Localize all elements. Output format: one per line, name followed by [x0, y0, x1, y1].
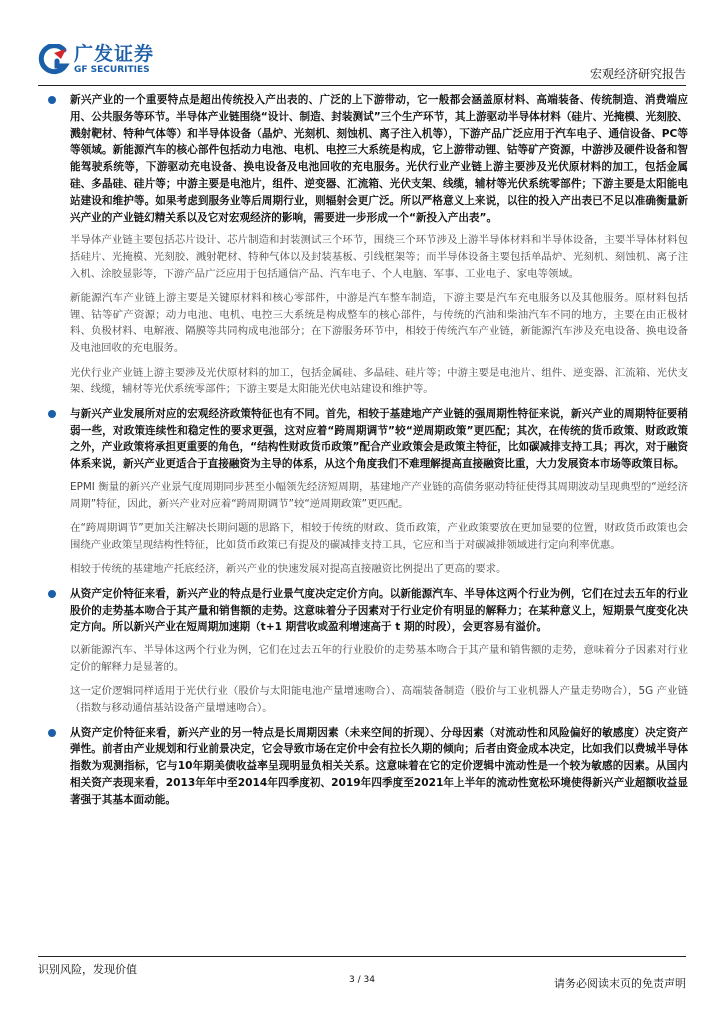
- body-paragraph: 新能源汽车产业链上游主要是关键原材料和核心零部件，中游是汽车整车制造，下游主要是汽车充电服务以及其他服务。原材料包括锂、钴等矿产资源；动力电池、电机、电控三大系统是构成整车的核心部件，与传统的汽油和柴油汽车不同的地方，主要在由正极材料、负极材料、电解液、隔膜等共同构成电池部分；在下游服务环节中，相较于传统汽车产业链，新能源汽车涉及充电设备、换电设备及电池回收的充电服务。: [70, 292, 688, 354]
- logo-chinese-name: 广发证券: [74, 43, 155, 65]
- header-divider: [38, 85, 686, 86]
- bullet-dot-icon: [48, 410, 56, 418]
- bullet-paragraph: [38, 406, 688, 473]
- bullet-paragraph-text: 新兴产业的一个重要特点是超出传统投入产出表的、广泛的上下游带动，它一般都会涵盖原材料、高端装备、传统制造、消费端应用、公共服务等环节。半导体产业链围绕“设计、制造、封装测试”三个生产环节，其上游驱动半导体材料（硅片、光掩模、光刻胶、溅射靶材、特种气体等）和半导体设备（晶炉、光刻机、刻蚀机、离子注入机等），下游产品广泛应用于汽车电子、通信设备、PC等等领域。新能源汽车的核心部件包括动力电池、电机、电控三大系统是构成，它上游带动锂、钴等矿产资源，中游涉及硬件设备和智能驾驶系统等，下游驱动充电设备、换电设备及电池回收的充电服务。光伏行业产业链上游主要涉及光伏原材料的加工，包括金属硅、多晶硅、硅片等；中游主要是电池片，组件、逆变器、汇流箱、光伏支架、线缆，辅材等光伏系统零部件；下游主要是太阳能电站建设和维护等。如果考虑到服务业等后周期行业，则辐射会更广泛。所以严格意义上来说，以往的投入产出表已不足以准确衡量新兴产业的产业链幻精关系以及它对宏观经济的影响，需要进一步形成一个“新投入产出表”。: [70, 94, 688, 224]
- footer-slogan: 识别风险，发现价值: [38, 963, 137, 976]
- bullet-paragraph: [38, 725, 688, 809]
- gf-logo-icon: [38, 44, 70, 76]
- bullet-paragraph: [38, 586, 688, 636]
- bullet-paragraph-text: 从资产定价特征来看，新兴产业的特点是行业景气度决定定价方向。以新能源汽车、半导体这两个行业为例，它们在过去五年的行业股价的走势基本吻合于其产量和销售额的走势。这意味着分子因素对于行业定价有明显的解释力；在某种意义上，短期景气度变化决定方向。所以新兴产业在短周期加速期（t+1 期营收或盈利增速高于 t 期的时段），会更容易有溢价。: [70, 587, 688, 634]
- bullet-paragraph-text: 从资产定价特征来看，新兴产业的另一特点是长周期因素（未来空间的折现）、分母因素（对流动性和风险偏好的敏感度）决定资产弹性。前者由产业规划和行业前景决定，它会导致市场在定价中会有拉长久期的倾向；后者由资金成本决定，比如我们以费城半导体指数为观测指标，它与10年期美债收益率呈现明显负相关关系。这意味着在它的定价逻辑中流动性是一个较为敏感的因素。从国内相关资产表现来看，2013年年中至2014年四季度初、2019年四季度至2021年上半年的流动性宽松环境使得新兴产业超额收益显著强于其基本面动能。: [70, 726, 688, 806]
- page-number: 3 / 34: [349, 975, 375, 985]
- page-header: [38, 44, 686, 84]
- body-paragraph: 相较于传统的基建地产托底经济，新兴产业的快速发展对提高直接融资比例提出了更高的要求。: [70, 563, 507, 576]
- body-paragraph: 在“跨周期调节”更加关注解决长期问题的思路下，相较于传统的财政、货币政策，产业政策要放在更加显要的位置，财政货币政策也会围绕产业政策呈现结构性特征，比如货币政策已有提及的碳减排支持工具，它应和当于对碳减排领域进行定向利率优惠。: [70, 522, 688, 551]
- body-paragraph: EPMI 衡量的新兴产业景气度周期同步甚至小幅领先经济短周期，基建地产产业链的高债务驱动特征使得其周期波动呈现典型的“逆经济周期”特征，因此，新兴产业对应着“跨周期调节”较“逆周期政策”更匹配。: [70, 480, 688, 510]
- bullet-dot-icon: [48, 590, 56, 598]
- bullet-paragraph: [38, 92, 688, 226]
- body-paragraph: 这一定价逻辑同样适用于光伏行业（股价与太阳能电池产量增速吻合）、高端装备制造（股价与工业机器人产量走势吻合），5G 产业链（指数与移动通信基站设备产量增速吻合）。: [70, 685, 688, 715]
- report-type-label: 宏观经济研究报告: [589, 67, 686, 81]
- bullet-dot-icon: [48, 729, 56, 737]
- gf-securities-logo: [38, 44, 154, 76]
- body-paragraph: 半导体产业链主要包括芯片设计、芯片制造和封装测试三个环节，围绕三个环节涉及上游半导体材料和半导体设备，主要半导体材料包括硅片、光掩模、光刻胶、溅射靶材、特种气体以及封装基板、引线框架等；而半导体设备主要包括单晶炉、光刻机、刻蚀机、离子注入机、涂胶显影等，下游产品广泛应用于包括通信产品、汽车电子、个人电脑、军事、工业电子、家电等领域。: [70, 234, 688, 280]
- footer-divider: [38, 956, 686, 957]
- footer-disclaimer: 请务必阅读末页的免责声明: [554, 977, 686, 990]
- logo-english-name: GF SECURITIES: [74, 65, 150, 75]
- body-paragraph: 光伏行业产业链上游主要涉及光伏原材料的加工，包括金属硅、多晶硅、硅片等；中游主要是电池片、组件、逆变器、汇流箱、光伏支架、线缆，辅材等光伏系统零部件；下游主要是太阳能光伏电站建设和维护等。: [70, 366, 688, 396]
- body-paragraph: 以新能源汽车、半导体这两个行业为例，它们在过去五年的行业股价的走势基本吻合于其产量和销售额的走势，意味着分子因素对行业定价的解释力是显著的。: [70, 644, 688, 673]
- bullet-paragraph-text: 与新兴产业发展所对应的宏观经济政策特征也有不同。首先，相较于基建地产产业链的强周期性特征来说，新兴产业的周期特征要稍弱一些，对政策连续性和稳定性的要求更强，这对应着“跨周期调节”较“逆周期政策”更匹配；其次，在传统的货币政策、财政政策之外，产业政策将承担更重要的角色，“结构性财政货币政策”配合产业政策会是政策主特征，比如碳减排支持工具；再次，对于融资体系来说，新兴产业更适合于直接融资为主导的体系，从这个角度我们不难理解提高直接融资比重，大力发展资本市场等政策目标。: [70, 407, 688, 471]
- bullet-dot-icon: [48, 96, 56, 104]
- report-body: [38, 92, 688, 815]
